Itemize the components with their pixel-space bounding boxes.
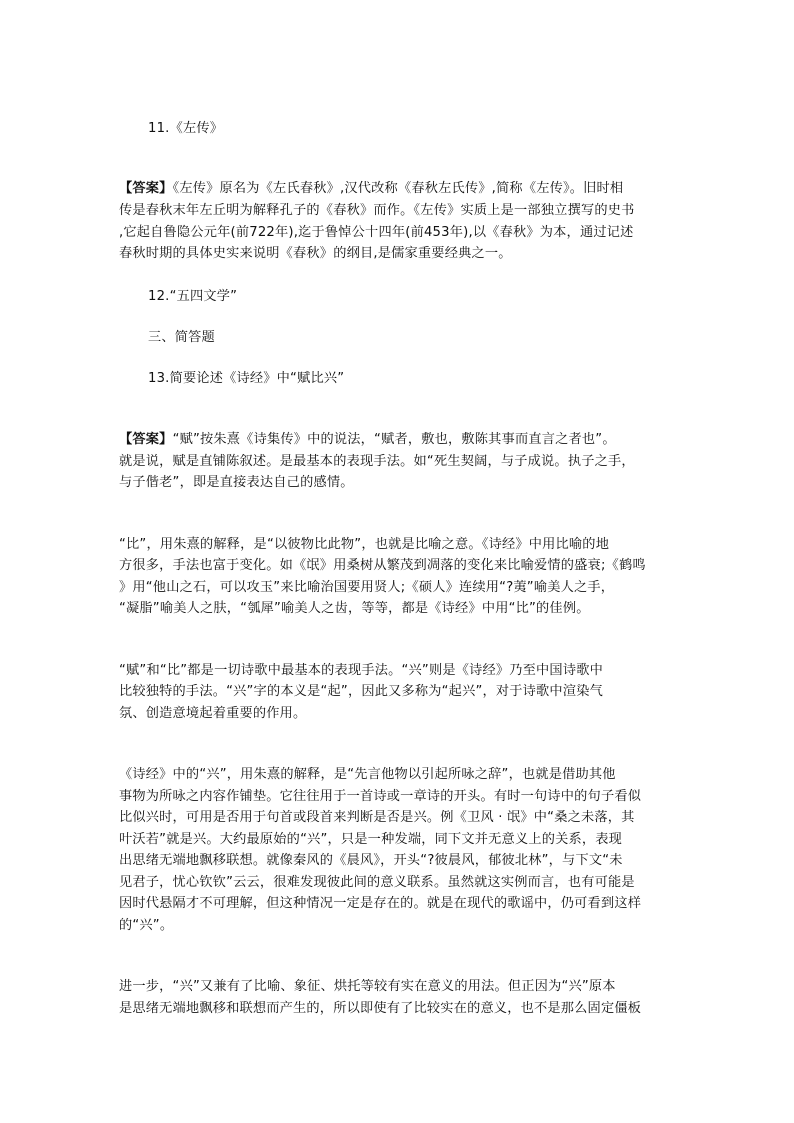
- answer-11-line-4: 春秋时期的具体史实来说明《春秋》的纲目,是儒家重要经典之一。: [119, 246, 512, 261]
- answer-13-p4-line-2: 事物为所咏之内容作铺垫。它往往用于一首诗或一章诗的开头。有时一句诗中的句子看似: [119, 789, 642, 804]
- answer-label: 【答案】: [119, 181, 173, 196]
- answer-13-p2-line-1: “比”，用朱熹的解释，是“以彼物比此物”，也就是比喻之意。《诗经》中用比喻的地: [119, 537, 610, 552]
- answer-13-p3-line-2: 比较独特的手法。“兴”字的本义是“起”，因此又多称为“起兴”，对于诗歌中渲染气: [119, 684, 603, 699]
- answer-13-p5-line-2: 是思绪无端地飘移和联想而产生的，所以即使有了比较实在的意义，也不是那么固定僵板: [119, 1001, 642, 1016]
- answer-13-p3-line-3: 氛、创造意境起着重要的作用。: [119, 706, 307, 721]
- answer-13-p1-line-1: 【答案】“赋”按朱熹《诗集传》中的说法，“赋者，敷也，敷陈其事而直言之者也”。: [119, 432, 616, 447]
- answer-13-p1-line-2: 就是说，赋是直铺陈叙述。是最基本的表现手法。如“死生契阔，与子成说。执子之手，: [119, 454, 635, 469]
- answer-11-line-2: 传是春秋末年左丘明为解释孔子的《春秋》而作。《左传》实质上是一部独立撰写的史书: [119, 203, 635, 218]
- answer-13-p2-line-4: “凝脂”喻美人之肤，“瓠犀”喻美人之齿，等等，都是《诗经》中用“比”的佳例。: [119, 601, 590, 616]
- answer-13-p4-line-5: 出思绪无端地飘移联想。就像秦风的《晨风》，开头“?彼晨风，郁彼北林”，与下文“未: [119, 853, 623, 868]
- answer-13-p4-line-1: 《诗经》中的“兴”，用朱熹的解释，是“先言他物以引起所咏之辞”，也就是借助其他: [119, 767, 616, 782]
- answer-label: 【答案】: [119, 432, 173, 447]
- question-11-heading: 11.《左传》: [148, 121, 224, 136]
- answer-11-line-1: 【答案】《左传》原名为《左氏春秋》,汉代改称《春秋左氏传》,简称《左传》。旧时相: [119, 181, 624, 196]
- answer-13-p4-line-8: 的“兴”。: [119, 918, 174, 933]
- question-13-heading: 13.简要论述《诗经》中“赋比兴”: [148, 371, 345, 386]
- section-3-heading: 三、简答题: [148, 330, 215, 345]
- answer-13-p4-line-6: 见君子，忧心钦钦”云云，很难发现彼此间的意义联系。虽然就这实例而言，也有可能是: [119, 875, 635, 890]
- answer-13-p2-line-2: 方很多，手法也富于变化。如《氓》用桑树从繁茂到凋落的变化来比喻爱情的盛衰;《鹤鸣: [119, 558, 646, 573]
- answer-13-p5-line-1: 进一步，“兴”又兼有了比喻、象征、烘托等较有实在意义的用法。但正因为“兴”原本: [119, 979, 616, 994]
- question-12-heading: 12.“五四文学”: [148, 289, 238, 304]
- answer-13-p4-line-4: 叶沃若”就是兴。大约最原始的“兴”，只是一种发端，同下文并无意义上的关系，表现: [119, 832, 623, 847]
- answer-13-p4-line-7: 因时代悬隔才不可理解，但这种情况一定是存在的。就是在现代的歌谣中，仍可看到这样: [119, 896, 642, 911]
- answer-13-p4-line-3: 比似兴时，可用是否用于句首或段首来判断是否是兴。例《卫风 · 氓》中“桑之未落，其: [119, 810, 635, 825]
- answer-13-p1-line-3: 与子偕老”，即是直接表达自己的感情。: [119, 475, 354, 490]
- answer-11-line-3: ,它起自鲁隐公元年(前722年),迄于鲁悼公十四年(前453年),以《春秋》为本，通过记述: [119, 225, 634, 240]
- answer-13-p3-line-1: “赋”和“比”都是一切诗歌中最基本的表现手法。“兴”则是《诗经》乃至中国诗歌中: [119, 663, 603, 678]
- answer-13-p2-line-3: 》用“他山之石，可以攻玉”来比喻治国要用贤人;《硕人》连续用“?荑”喻美人之手，: [119, 580, 615, 595]
